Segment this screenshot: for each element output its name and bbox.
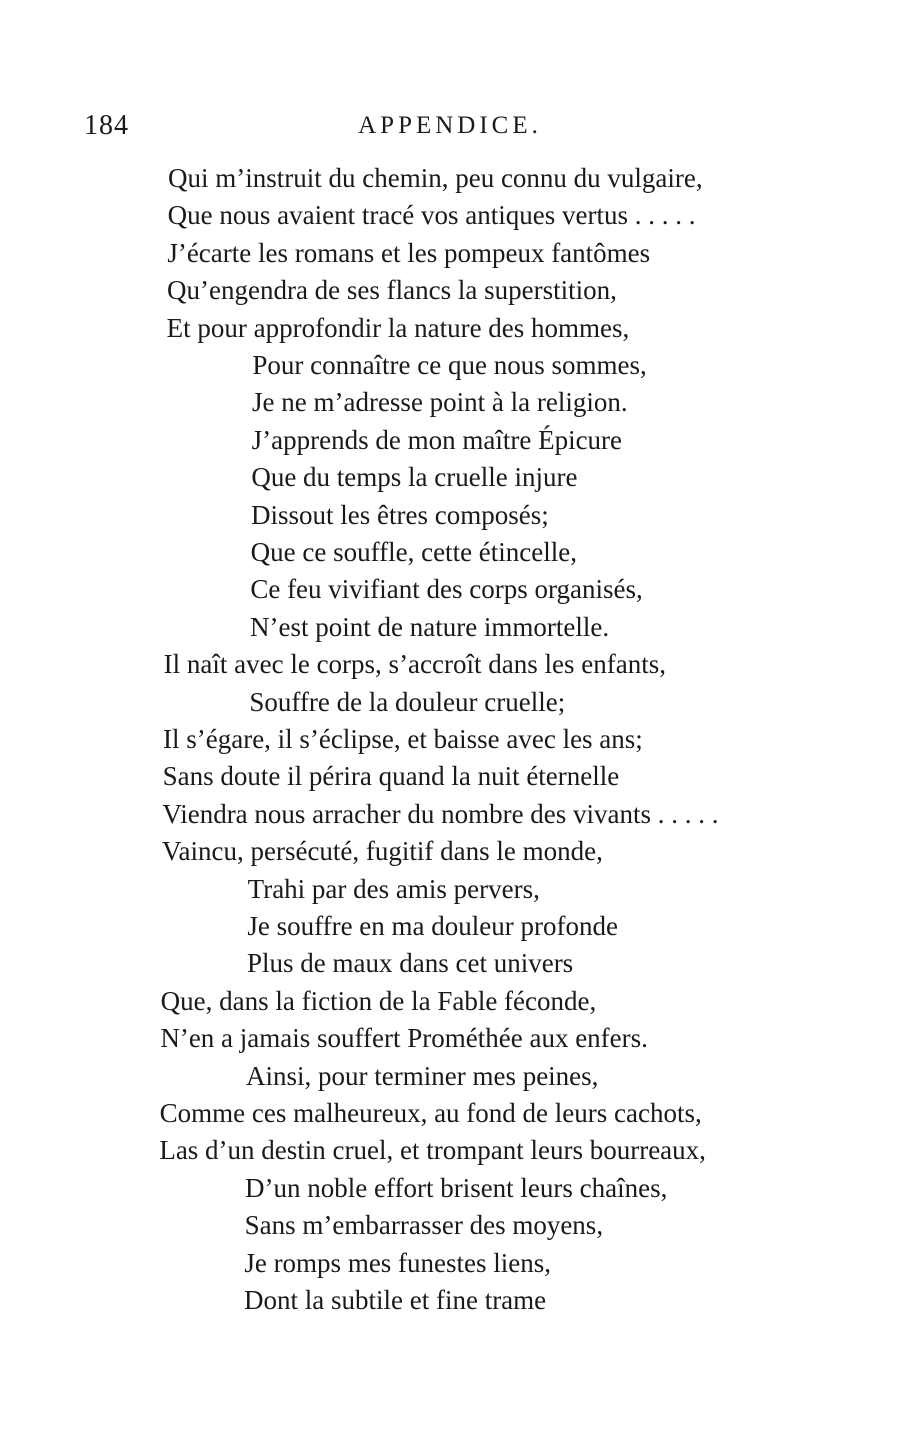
- poem-line: Et pour approfondir la nature des hommes,: [166, 312, 630, 343]
- poem-line: Vaincu, persécuté, fugitif dans le monde,: [162, 836, 603, 867]
- poem-line: Je romps mes funestes liens,: [244, 1247, 552, 1278]
- poem-line: Sans m’embarrasser des moyens,: [244, 1210, 604, 1241]
- poem-line: Que nous avaient tracé vos antiques vertus . . . . .: [167, 200, 696, 231]
- poem-line: Viendra nous arracher du nombre des vivants . . . . .: [162, 798, 719, 829]
- poem-line: J’apprends de mon maître Épicure: [251, 424, 623, 455]
- poem-line: Sans doute il périra quand la nuit éternelle: [162, 761, 620, 792]
- poem-line: Trahi par des amis pervers,: [247, 873, 540, 904]
- poem-line: Il s’égare, il s’éclipse, et baisse avec les ans;: [163, 724, 643, 754]
- poem-line: Je souffre en ma douleur profonde: [247, 911, 618, 941]
- poem-line: Que ce souffle, cette étincelle,: [250, 537, 577, 567]
- poem-line: Dont la subtile et fine trame: [244, 1285, 547, 1315]
- poem-line: Pour connaître ce que nous sommes,: [252, 350, 647, 380]
- poem-line: Souffre de la douleur cruelle;: [249, 686, 566, 717]
- poem-line: Qui m’instruit du chemin, peu connu du vulgaire,: [168, 163, 703, 193]
- poem-line: Ce feu vivifiant des corps organisés,: [250, 574, 643, 605]
- poem-line: D’un noble effort brisent leurs chaînes,: [245, 1172, 668, 1203]
- poem-line: Qu’engendra de ses flancs la superstition,: [167, 275, 617, 306]
- running-head: APPENDICE.: [358, 112, 542, 139]
- poem-line: N’est point de nature immortelle.: [250, 611, 610, 642]
- poem-line: Comme ces malheureux, au fond de leurs cachots,: [159, 1098, 702, 1128]
- poem-line: Il naît avec le corps, s’accroît dans les enfants,: [163, 649, 666, 680]
- poem-line: Ainsi, pour terminer mes peines,: [246, 1060, 599, 1091]
- poem-line: N’en a jamais souffert Prométhée aux enfers.: [160, 1023, 648, 1054]
- poem-line: Dissout les êtres composés;: [251, 499, 549, 530]
- poem-line: Las d’un destin cruel, et trompant leurs bourreaux,: [159, 1135, 706, 1166]
- poem-line: J’écarte les romans et les pompeux fantômes: [167, 237, 651, 268]
- poem-line: Que du temps la cruelle injure: [251, 462, 578, 493]
- page-number: 184: [84, 110, 129, 141]
- poem-line: Que, dans la fiction de la Fable féconde,: [160, 985, 597, 1016]
- poem-line: Je ne m’adresse point à la religion.: [252, 387, 628, 418]
- poem-line: Plus de maux dans cet univers: [247, 948, 574, 979]
